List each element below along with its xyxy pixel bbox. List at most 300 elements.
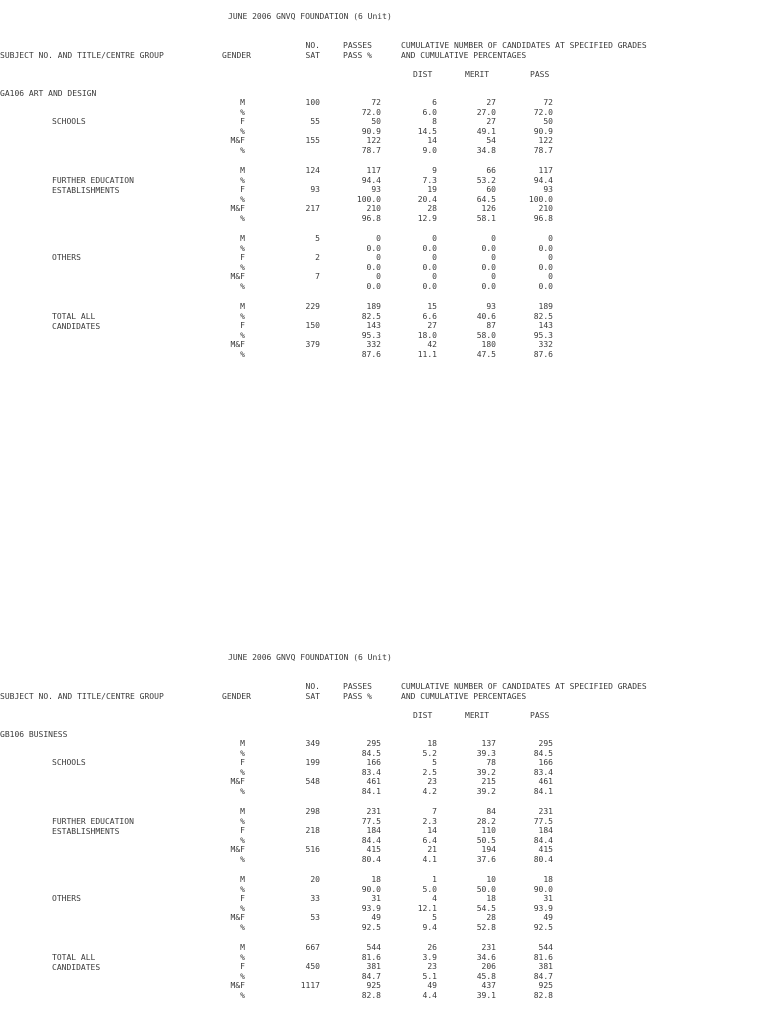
passes-cell: 80.4 <box>361 855 381 864</box>
no-sat-cell: 53 <box>310 913 320 922</box>
passes-cell: 189 <box>366 302 381 311</box>
gender-cell: % <box>240 885 245 894</box>
gender-cell: % <box>240 214 245 223</box>
table-row <box>0 913 768 923</box>
table-row <box>0 739 768 749</box>
passes-cell: 31 <box>371 894 381 903</box>
table-row <box>0 826 768 836</box>
table-row <box>0 807 768 817</box>
dist-cell: 6.6 <box>422 312 437 321</box>
header-cumulative-line1: CUMULATIVE NUMBER OF CANDIDATES AT SPECIFIED GRADES <box>401 682 647 691</box>
gender-cell: % <box>240 787 245 796</box>
centre-group-label: CANDIDATES <box>52 963 101 972</box>
centre-group <box>0 807 768 865</box>
passes-cell: 332 <box>366 340 381 349</box>
no-sat-cell: 667 <box>305 943 320 952</box>
merit-cell: 437 <box>481 981 496 990</box>
merit-cell: 18 <box>486 894 496 903</box>
pass-cell: 100.0 <box>528 195 553 204</box>
dist-cell: 5 <box>432 758 437 767</box>
passes-cell: 90.0 <box>361 885 381 894</box>
merit-cell: 215 <box>481 777 496 786</box>
passes-cell: 0 <box>376 272 381 281</box>
dist-cell: 6.0 <box>422 108 437 117</box>
merit-cell: 50.5 <box>476 836 496 845</box>
dist-cell: 9.4 <box>422 923 437 932</box>
pass-cell: 31 <box>543 894 553 903</box>
merit-cell: 78 <box>486 758 496 767</box>
table-row <box>0 214 768 224</box>
merit-cell: 0.0 <box>481 282 496 291</box>
header-merit: MERIT <box>465 711 490 720</box>
merit-cell: 34.6 <box>476 953 496 962</box>
pass-cell: 72 <box>543 98 553 107</box>
gender-cell: % <box>240 836 245 845</box>
gender-cell: M&F <box>230 777 245 786</box>
page-title: JUNE 2006 GNVQ FOUNDATION (6 Unit) <box>228 12 392 21</box>
dist-cell: 7 <box>432 807 437 816</box>
pass-cell: 332 <box>538 340 553 349</box>
pass-cell: 381 <box>538 962 553 971</box>
centre-group <box>0 875 768 933</box>
no-sat-cell: 218 <box>305 826 320 835</box>
pass-cell: 0.0 <box>538 263 553 272</box>
passes-cell: 95.3 <box>361 331 381 340</box>
header-dist: DIST <box>413 711 433 720</box>
gender-cell: % <box>240 312 245 321</box>
merit-cell: 58.0 <box>476 331 496 340</box>
gender-cell: F <box>240 962 245 971</box>
passes-cell: 81.6 <box>361 953 381 962</box>
dist-cell: 26 <box>427 943 437 952</box>
dist-cell: 5.2 <box>422 749 437 758</box>
gender-cell: % <box>240 991 245 1000</box>
dist-cell: 0.0 <box>422 244 437 253</box>
pass-cell: 82.5 <box>533 312 553 321</box>
dist-cell: 4 <box>432 894 437 903</box>
centre-group-label: FURTHER EDUCATION <box>52 176 134 185</box>
dist-cell: 4.2 <box>422 787 437 796</box>
merit-cell: 52.8 <box>476 923 496 932</box>
pass-cell: 0 <box>548 253 553 262</box>
gender-cell: % <box>240 195 245 204</box>
passes-cell: 122 <box>366 136 381 145</box>
table-row <box>0 981 768 991</box>
table-row <box>0 253 768 263</box>
dist-cell: 4.1 <box>422 855 437 864</box>
dist-cell: 1 <box>432 875 437 884</box>
gender-cell: M <box>240 875 245 884</box>
pass-cell: 49 <box>543 913 553 922</box>
merit-cell: 39.2 <box>476 768 496 777</box>
pass-cell: 84.7 <box>533 972 553 981</box>
header-dist: DIST <box>413 70 433 79</box>
header-gender: GENDER <box>222 692 251 701</box>
gender-cell: % <box>240 244 245 253</box>
dist-cell: 9 <box>432 166 437 175</box>
no-sat-cell: 2 <box>315 253 320 262</box>
table-row <box>0 875 768 885</box>
pass-cell: 925 <box>538 981 553 990</box>
passes-cell: 72.0 <box>361 108 381 117</box>
passes-cell: 0.0 <box>366 244 381 253</box>
table-row <box>0 302 768 312</box>
centre-group-label: ESTABLISHMENTS <box>52 186 120 195</box>
no-sat-cell: 199 <box>305 758 320 767</box>
centre-group-label: OTHERS <box>52 894 81 903</box>
dist-cell: 14 <box>427 826 437 835</box>
passes-cell: 84.5 <box>361 749 381 758</box>
dist-cell: 15 <box>427 302 437 311</box>
gender-cell: F <box>240 826 245 835</box>
no-sat-cell: 1117 <box>300 981 320 990</box>
table-row <box>0 117 768 127</box>
merit-cell: 34.8 <box>476 146 496 155</box>
centre-group <box>0 166 768 224</box>
dist-cell: 49 <box>427 981 437 990</box>
table-row <box>0 185 768 195</box>
no-sat-cell: 100 <box>305 98 320 107</box>
no-sat-cell: 124 <box>305 166 320 175</box>
gender-cell: % <box>240 146 245 155</box>
dist-cell: 0 <box>432 253 437 262</box>
merit-cell: 39.1 <box>476 991 496 1000</box>
table-row <box>0 923 768 933</box>
table-row <box>0 146 768 156</box>
gender-cell: % <box>240 263 245 272</box>
pass-cell: 84.1 <box>533 787 553 796</box>
centre-group-label: TOTAL ALL <box>52 953 96 962</box>
passes-cell: 94.4 <box>361 176 381 185</box>
header-cumulative-line2: AND CUMULATIVE PERCENTAGES <box>401 692 527 701</box>
centre-group-label: SCHOOLS <box>52 117 86 126</box>
passes-cell: 82.8 <box>361 991 381 1000</box>
dist-cell: 20.4 <box>417 195 437 204</box>
gender-cell: M&F <box>230 136 245 145</box>
pass-cell: 0.0 <box>538 282 553 291</box>
gender-cell: % <box>240 749 245 758</box>
pass-cell: 50 <box>543 117 553 126</box>
pass-cell: 94.4 <box>533 176 553 185</box>
gender-cell: F <box>240 253 245 262</box>
pass-cell: 83.4 <box>533 768 553 777</box>
merit-cell: 84 <box>486 807 496 816</box>
table-row <box>0 943 768 953</box>
gender-cell: M&F <box>230 272 245 281</box>
dist-cell: 12.1 <box>417 904 437 913</box>
passes-cell: 92.5 <box>361 923 381 932</box>
table-row <box>0 166 768 176</box>
merit-cell: 39.3 <box>476 749 496 758</box>
gender-cell: % <box>240 768 245 777</box>
pass-cell: 18 <box>543 875 553 884</box>
passes-cell: 87.6 <box>361 350 381 359</box>
pass-cell: 81.6 <box>533 953 553 962</box>
centre-group <box>0 302 768 360</box>
header-passes-line2: PASS % <box>343 51 372 60</box>
merit-cell: 0.0 <box>481 244 496 253</box>
no-sat-cell: 450 <box>305 962 320 971</box>
no-sat-cell: 548 <box>305 777 320 786</box>
table-row <box>0 845 768 855</box>
gender-cell: F <box>240 185 245 194</box>
gender-cell: F <box>240 117 245 126</box>
passes-cell: 72 <box>371 98 381 107</box>
gender-cell: M&F <box>230 204 245 213</box>
merit-cell: 27 <box>486 117 496 126</box>
table-row <box>0 350 768 360</box>
gender-cell: M <box>240 739 245 748</box>
dist-cell: 5.1 <box>422 972 437 981</box>
passes-cell: 0 <box>376 234 381 243</box>
pass-cell: 95.3 <box>533 331 553 340</box>
pass-cell: 415 <box>538 845 553 854</box>
dist-cell: 23 <box>427 777 437 786</box>
header-no-sat-line2: SAT <box>305 51 320 60</box>
header-merit: MERIT <box>465 70 490 79</box>
dist-cell: 4.4 <box>422 991 437 1000</box>
header-no-sat-line1: NO. <box>305 41 320 50</box>
pass-cell: 87.6 <box>533 350 553 359</box>
merit-cell: 0 <box>491 272 496 281</box>
dist-cell: 5 <box>432 913 437 922</box>
pass-cell: 84.4 <box>533 836 553 845</box>
no-sat-cell: 229 <box>305 302 320 311</box>
header-no-sat-line1: NO. <box>305 682 320 691</box>
gender-cell: M&F <box>230 340 245 349</box>
dist-cell: 0.0 <box>422 263 437 272</box>
passes-cell: 117 <box>366 166 381 175</box>
merit-cell: 28.2 <box>476 817 496 826</box>
dist-cell: 8 <box>432 117 437 126</box>
header-subject: SUBJECT NO. AND TITLE/CENTRE GROUP <box>0 51 164 60</box>
merit-cell: 54.5 <box>476 904 496 913</box>
dist-cell: 18.0 <box>417 331 437 340</box>
merit-cell: 137 <box>481 739 496 748</box>
passes-cell: 84.7 <box>361 972 381 981</box>
passes-cell: 90.9 <box>361 127 381 136</box>
merit-cell: 27 <box>486 98 496 107</box>
passes-cell: 93.9 <box>361 904 381 913</box>
merit-cell: 64.5 <box>476 195 496 204</box>
dist-cell: 14 <box>427 136 437 145</box>
centre-group-label: CANDIDATES <box>52 322 101 331</box>
pass-cell: 231 <box>538 807 553 816</box>
no-sat-cell: 349 <box>305 739 320 748</box>
no-sat-cell: 150 <box>305 321 320 330</box>
pass-cell: 92.5 <box>533 923 553 932</box>
no-sat-cell: 33 <box>310 894 320 903</box>
table-row <box>0 98 768 108</box>
merit-cell: 0 <box>491 234 496 243</box>
header-no-sat-line2: SAT <box>305 692 320 701</box>
dist-cell: 14.5 <box>417 127 437 136</box>
dist-cell: 3.9 <box>422 953 437 962</box>
centre-group <box>0 739 768 797</box>
merit-cell: 37.6 <box>476 855 496 864</box>
pass-cell: 143 <box>538 321 553 330</box>
gender-cell: % <box>240 904 245 913</box>
no-sat-cell: 217 <box>305 204 320 213</box>
pass-cell: 77.5 <box>533 817 553 826</box>
merit-cell: 180 <box>481 340 496 349</box>
merit-cell: 10 <box>486 875 496 884</box>
no-sat-cell: 7 <box>315 272 320 281</box>
table-row <box>0 894 768 904</box>
dist-cell: 11.1 <box>417 350 437 359</box>
merit-cell: 49.1 <box>476 127 496 136</box>
pass-cell: 0 <box>548 234 553 243</box>
gender-cell: % <box>240 923 245 932</box>
table-row <box>0 234 768 244</box>
no-sat-cell: 93 <box>310 185 320 194</box>
merit-cell: 47.5 <box>476 350 496 359</box>
merit-cell: 93 <box>486 302 496 311</box>
pass-cell: 189 <box>538 302 553 311</box>
gender-cell: M&F <box>230 845 245 854</box>
gender-cell: % <box>240 282 245 291</box>
pass-cell: 210 <box>538 204 553 213</box>
pass-cell: 90.9 <box>533 127 553 136</box>
gender-cell: M <box>240 98 245 107</box>
centre-group-label: OTHERS <box>52 253 81 262</box>
gender-cell: M <box>240 234 245 243</box>
pass-cell: 166 <box>538 758 553 767</box>
pass-cell: 78.7 <box>533 146 553 155</box>
table-row <box>0 272 768 282</box>
subject-title: GA106 ART AND DESIGN <box>0 89 97 98</box>
merit-cell: 54 <box>486 136 496 145</box>
no-sat-cell: 20 <box>310 875 320 884</box>
pass-cell: 0.0 <box>538 244 553 253</box>
gender-cell: M&F <box>230 981 245 990</box>
page-title: JUNE 2006 GNVQ FOUNDATION (6 Unit) <box>228 653 392 662</box>
passes-cell: 925 <box>366 981 381 990</box>
table-row <box>0 321 768 331</box>
report-page <box>0 0 768 383</box>
subject-title: GB106 BUSINESS <box>0 730 68 739</box>
table-row <box>0 340 768 350</box>
dist-cell: 9.0 <box>422 146 437 155</box>
gender-cell: M&F <box>230 913 245 922</box>
dist-cell: 6.4 <box>422 836 437 845</box>
passes-cell: 0.0 <box>366 282 381 291</box>
dist-cell: 42 <box>427 340 437 349</box>
merit-cell: 110 <box>481 826 496 835</box>
pass-cell: 93 <box>543 185 553 194</box>
gender-cell: % <box>240 972 245 981</box>
pass-cell: 80.4 <box>533 855 553 864</box>
gender-cell: % <box>240 108 245 117</box>
header-cumulative-line1: CUMULATIVE NUMBER OF CANDIDATES AT SPECIFIED GRADES <box>401 41 647 50</box>
centre-group-label: FURTHER EDUCATION <box>52 817 134 826</box>
pass-cell: 117 <box>538 166 553 175</box>
table-row <box>0 991 768 1001</box>
pass-cell: 82.8 <box>533 991 553 1000</box>
merit-cell: 0 <box>491 253 496 262</box>
table-row <box>0 758 768 768</box>
merit-cell: 60 <box>486 185 496 194</box>
no-sat-cell: 55 <box>310 117 320 126</box>
merit-cell: 66 <box>486 166 496 175</box>
passes-cell: 83.4 <box>361 768 381 777</box>
passes-cell: 18 <box>371 875 381 884</box>
gender-cell: % <box>240 953 245 962</box>
gender-cell: M <box>240 943 245 952</box>
passes-cell: 78.7 <box>361 146 381 155</box>
merit-cell: 206 <box>481 962 496 971</box>
dist-cell: 7.3 <box>422 176 437 185</box>
gender-cell: F <box>240 894 245 903</box>
centre-group <box>0 98 768 156</box>
passes-cell: 143 <box>366 321 381 330</box>
passes-cell: 84.1 <box>361 787 381 796</box>
gender-cell: F <box>240 321 245 330</box>
header-cumulative-line2: AND CUMULATIVE PERCENTAGES <box>401 51 527 60</box>
report-page <box>0 641 768 1024</box>
passes-cell: 544 <box>366 943 381 952</box>
pass-cell: 295 <box>538 739 553 748</box>
passes-cell: 381 <box>366 962 381 971</box>
merit-cell: 231 <box>481 943 496 952</box>
pass-cell: 90.0 <box>533 885 553 894</box>
dist-cell: 0 <box>432 272 437 281</box>
header-pass: PASS <box>530 711 550 720</box>
table-row <box>0 204 768 214</box>
pass-cell: 184 <box>538 826 553 835</box>
gender-cell: % <box>240 855 245 864</box>
merit-cell: 45.8 <box>476 972 496 981</box>
dist-cell: 28 <box>427 204 437 213</box>
passes-cell: 0.0 <box>366 263 381 272</box>
dist-cell: 12.9 <box>417 214 437 223</box>
dist-cell: 6 <box>432 98 437 107</box>
passes-cell: 49 <box>371 913 381 922</box>
centre-group-label: ESTABLISHMENTS <box>52 827 120 836</box>
merit-cell: 40.6 <box>476 312 496 321</box>
merit-cell: 28 <box>486 913 496 922</box>
table-row <box>0 282 768 292</box>
pass-cell: 544 <box>538 943 553 952</box>
gender-cell: M <box>240 166 245 175</box>
gender-cell: % <box>240 350 245 359</box>
merit-cell: 53.2 <box>476 176 496 185</box>
passes-cell: 415 <box>366 845 381 854</box>
header-passes-line1: PASSES <box>343 682 372 691</box>
dist-cell: 18 <box>427 739 437 748</box>
passes-cell: 96.8 <box>361 214 381 223</box>
table-row <box>0 777 768 787</box>
gender-cell: % <box>240 817 245 826</box>
merit-cell: 39.2 <box>476 787 496 796</box>
gender-cell: M <box>240 807 245 816</box>
gender-cell: F <box>240 758 245 767</box>
merit-cell: 50.0 <box>476 885 496 894</box>
gender-cell: % <box>240 176 245 185</box>
merit-cell: 27.0 <box>476 108 496 117</box>
dist-cell: 0.0 <box>422 282 437 291</box>
dist-cell: 19 <box>427 185 437 194</box>
passes-cell: 0 <box>376 253 381 262</box>
gender-cell: M <box>240 302 245 311</box>
table-row <box>0 136 768 146</box>
passes-cell: 50 <box>371 117 381 126</box>
no-sat-cell: 5 <box>315 234 320 243</box>
merit-cell: 0.0 <box>481 263 496 272</box>
passes-cell: 84.4 <box>361 836 381 845</box>
no-sat-cell: 516 <box>305 845 320 854</box>
no-sat-cell: 155 <box>305 136 320 145</box>
